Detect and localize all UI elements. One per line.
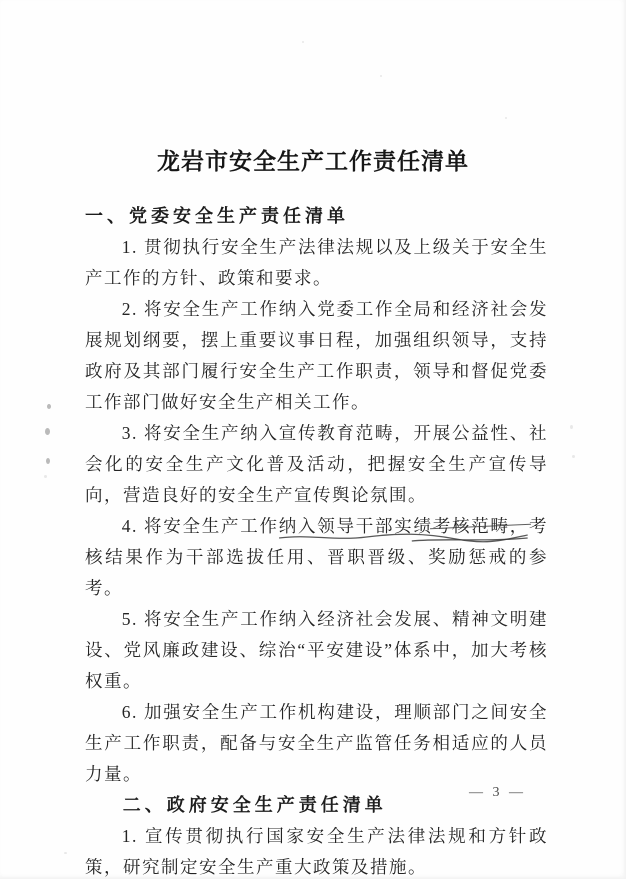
page-number: — 3 — <box>469 785 526 800</box>
section-2-item-1: 1. 宣传贯彻执行国家安全生产法律法规和方针政策，研究制定安全生产重大政策及措施。 <box>85 826 548 877</box>
section-1-item-4 <box>85 511 548 604</box>
item-4-text-post: 考核结果作为干部选拔任用、晋职晋级、奖励惩戒的参考。 <box>85 516 548 598</box>
item-4-struck-segment <box>433 516 529 536</box>
item-4-underlined-text: 纳入领导干部实绩 <box>278 516 433 536</box>
section-2-heading: 二、政府安全生产责任清单 <box>122 795 387 815</box>
section-1-item-2: 2. 将安全生产工作纳入党委工作全局和经济社会发展规划纲要，摆上重要议事日程，加强组织领导，支持政府及其部门履行安全生产工作职责，领导和督促党委工作部门做好安全生产相关工作。 <box>85 299 548 412</box>
page-title: 龙岩市安全生产工作责任清单 <box>157 149 469 174</box>
section-1-item-6: 6. 加强安全生产工作机构建设，理顺部门之间安全生产工作职责，配备与安全生产监管任务相适应的人员力量。 <box>85 702 548 784</box>
section-1-heading: 一、党委安全生产责任清单 <box>85 206 349 226</box>
section-1-item-5: 5. 将安全生产工作纳入经济社会发展、精神文明建设、党风廉政建设、综治“平安建设”体系中，加大考核权重。 <box>85 609 548 691</box>
document-body <box>0 201 626 879</box>
item-4-struck-text: 考核范畴， <box>432 516 529 536</box>
handwritten-underline-region <box>279 516 529 536</box>
section-1-item-1: 1. 贯彻执行安全生产法律法规以及上级关于安全生产工作的方针、政策和要求。 <box>85 237 548 288</box>
item-4-text-pre: 4. 将安全生产工作 <box>121 516 279 536</box>
section-1-item-3: 3. 将安全生产纳入宣传教育范畴，开展公益性、社会化的安全生产文化普及活动，把握安全生产宣传导向，营造良好的安全生产宣传舆论氛围。 <box>85 423 548 505</box>
